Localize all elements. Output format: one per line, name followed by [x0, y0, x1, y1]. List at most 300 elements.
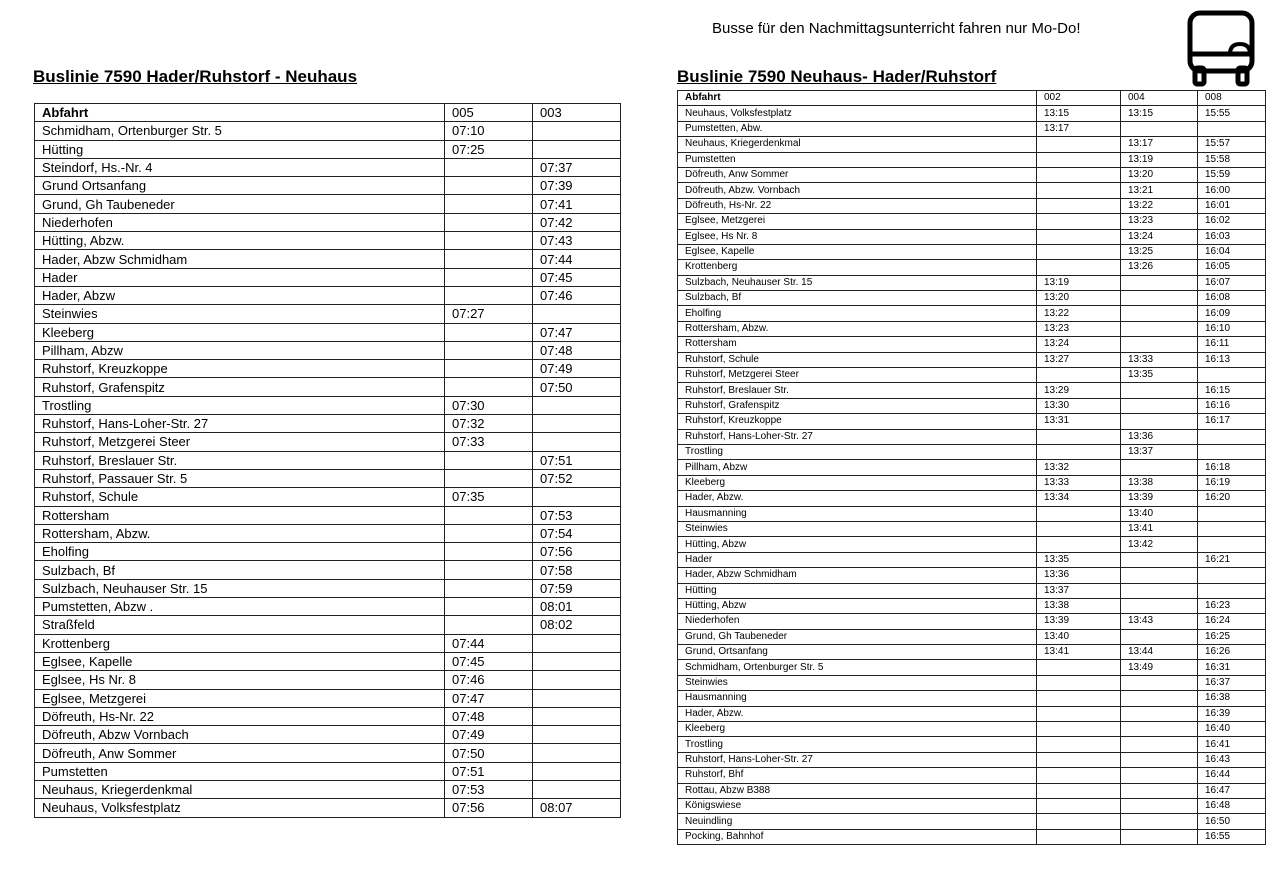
column-header-trip: 008 — [1198, 91, 1266, 106]
stop-name-cell: Rottau, Abzw B388 — [678, 783, 1037, 798]
departure-time-cell — [533, 780, 621, 798]
stop-name-cell: Neuhaus, Volksfestplatz — [35, 799, 445, 817]
departure-time-cell: 13:31 — [1037, 414, 1121, 429]
stop-name-cell: Pillham, Abzw — [678, 460, 1037, 475]
departure-time-cell — [1121, 675, 1198, 690]
column-header-trip: 005 — [445, 104, 533, 122]
departure-time-cell — [1121, 568, 1198, 583]
departure-time-cell — [445, 469, 533, 487]
stop-name-cell: Neuhaus, Kriegerdenkmal — [678, 137, 1037, 152]
departure-time-cell — [445, 286, 533, 304]
departure-time-cell — [1037, 429, 1121, 444]
table-row — [678, 291, 1266, 306]
departure-time-cell: 13:15 — [1121, 106, 1198, 121]
departure-time-cell — [445, 524, 533, 542]
departure-time-cell: 13:34 — [1037, 491, 1121, 506]
table-row — [678, 737, 1266, 752]
stop-name-cell: Eglsee, Metzgerei — [35, 689, 445, 707]
stop-name-cell: Sulzbach, Bf — [35, 561, 445, 579]
departure-time-cell — [533, 634, 621, 652]
departure-time-cell: 13:20 — [1037, 291, 1121, 306]
departure-time-cell — [1121, 583, 1198, 598]
table-row — [678, 629, 1266, 644]
departure-time-cell: 16:23 — [1198, 598, 1266, 613]
column-header-trip: 002 — [1037, 91, 1121, 106]
departure-time-cell: 13:43 — [1121, 614, 1198, 629]
departure-time-cell — [1121, 768, 1198, 783]
table-row — [678, 691, 1266, 706]
departure-time-cell: 08:07 — [533, 799, 621, 817]
stop-name-cell: Straßfeld — [35, 616, 445, 634]
departure-time-cell — [1121, 629, 1198, 644]
table-row — [35, 707, 621, 725]
stop-name-cell: Hader — [678, 552, 1037, 567]
stop-name-cell: Hader, Abzw. — [678, 491, 1037, 506]
table-row — [35, 744, 621, 762]
stop-name-cell: Schmidham, Ortenburger Str. 5 — [35, 122, 445, 140]
departure-time-cell: 07:44 — [533, 250, 621, 268]
departure-time-cell: 13:19 — [1037, 275, 1121, 290]
departure-time-cell: 07:56 — [533, 543, 621, 561]
departure-time-cell: 13:23 — [1121, 214, 1198, 229]
table-row — [35, 780, 621, 798]
table-row — [678, 383, 1266, 398]
table-row — [678, 244, 1266, 259]
table-row — [678, 814, 1266, 829]
table-row — [35, 378, 621, 396]
stop-name-cell: Steinwies — [678, 521, 1037, 536]
table-row — [35, 579, 621, 597]
departure-time-cell — [533, 726, 621, 744]
departure-time-cell: 13:39 — [1037, 614, 1121, 629]
column-header-trip: 003 — [533, 104, 621, 122]
departure-time-cell: 07:46 — [533, 286, 621, 304]
stop-name-cell: Trostling — [678, 444, 1037, 459]
departure-time-cell: 07:45 — [533, 268, 621, 286]
departure-time-cell: 07:47 — [445, 689, 533, 707]
departure-time-cell — [1121, 337, 1198, 352]
table-row — [678, 521, 1266, 536]
departure-time-cell: 13:24 — [1121, 229, 1198, 244]
departure-time-cell: 13:33 — [1121, 352, 1198, 367]
table-row — [35, 598, 621, 616]
stop-name-cell: Ruhstorf, Kreuzkoppe — [35, 360, 445, 378]
stop-name-cell: Pumstetten — [35, 762, 445, 780]
table-row — [678, 475, 1266, 490]
stop-name-cell: Krottenberg — [678, 260, 1037, 275]
table-row — [678, 783, 1266, 798]
table-row — [678, 675, 1266, 690]
departure-time-cell: 07:25 — [445, 140, 533, 158]
departure-time-cell: 13:37 — [1121, 444, 1198, 459]
stop-name-cell: Döfreuth, Abzw Vornbach — [35, 726, 445, 744]
table-row — [678, 198, 1266, 213]
departure-time-cell — [1198, 537, 1266, 552]
stop-name-cell: Steinwies — [35, 305, 445, 323]
departure-time-cell — [445, 543, 533, 561]
departure-time-cell: 13:35 — [1121, 368, 1198, 383]
departure-time-cell: 08:01 — [533, 598, 621, 616]
departure-time-cell: 13:17 — [1037, 121, 1121, 136]
departure-time-cell — [1037, 506, 1121, 521]
departure-time-cell — [1198, 583, 1266, 598]
departure-time-cell — [1121, 829, 1198, 844]
departure-time-cell — [1121, 552, 1198, 567]
departure-time-cell: 07:51 — [533, 451, 621, 469]
table-row — [35, 762, 621, 780]
departure-time-cell — [1037, 675, 1121, 690]
table-row — [678, 229, 1266, 244]
departure-time-cell: 13:35 — [1037, 552, 1121, 567]
departure-time-cell: 16:31 — [1198, 660, 1266, 675]
table-row — [35, 158, 621, 176]
departure-time-cell: 16:05 — [1198, 260, 1266, 275]
column-header-trip: 004 — [1121, 91, 1198, 106]
departure-time-cell: 07:49 — [445, 726, 533, 744]
departure-time-cell — [1037, 706, 1121, 721]
departure-time-cell: 16:18 — [1198, 460, 1266, 475]
table-header-row — [678, 91, 1266, 106]
stop-name-cell: Niederhofen — [678, 614, 1037, 629]
table-row — [678, 722, 1266, 737]
stop-name-cell: Döfreuth, Anw Sommer — [678, 167, 1037, 182]
departure-time-cell: 16:43 — [1198, 752, 1266, 767]
departure-time-cell — [1121, 706, 1198, 721]
departure-time-cell — [445, 323, 533, 341]
departure-time-cell: 13:29 — [1037, 383, 1121, 398]
departure-time-cell: 07:53 — [445, 780, 533, 798]
stop-name-cell: Ruhstorf, Breslauer Str. — [678, 383, 1037, 398]
departure-time-cell: 07:39 — [533, 177, 621, 195]
departure-time-cell: 13:24 — [1037, 337, 1121, 352]
departure-time-cell — [445, 561, 533, 579]
departure-time-cell: 16:39 — [1198, 706, 1266, 721]
departure-time-cell — [1121, 383, 1198, 398]
departure-time-cell: 13:38 — [1037, 598, 1121, 613]
departure-time-cell — [445, 341, 533, 359]
departure-time-cell — [1037, 183, 1121, 198]
stop-name-cell: Döfreuth, Hs-Nr. 22 — [678, 198, 1037, 213]
departure-time-cell: 13:26 — [1121, 260, 1198, 275]
stop-name-cell: Pocking, Bahnhof — [678, 829, 1037, 844]
departure-time-cell: 13:19 — [1121, 152, 1198, 167]
departure-time-cell: 16:09 — [1198, 306, 1266, 321]
timetable-neuhaus-hader — [677, 90, 1266, 845]
table-row — [678, 798, 1266, 813]
departure-time-cell: 13:41 — [1037, 645, 1121, 660]
table-row — [678, 768, 1266, 783]
table-row — [35, 671, 621, 689]
departure-time-cell: 16:20 — [1198, 491, 1266, 506]
departure-time-cell: 16:17 — [1198, 414, 1266, 429]
departure-time-cell: 13:22 — [1121, 198, 1198, 213]
stop-name-cell: Rottersham — [35, 506, 445, 524]
table-row — [678, 614, 1266, 629]
right-table-title: Buslinie 7590 Neuhaus- Hader/Ruhstorf — [677, 67, 997, 86]
departure-time-cell: 07:35 — [445, 488, 533, 506]
departure-time-cell: 15:59 — [1198, 167, 1266, 182]
departure-time-cell — [1198, 444, 1266, 459]
stop-name-cell: Eglsee, Kapelle — [35, 652, 445, 670]
departure-time-cell: 13:36 — [1121, 429, 1198, 444]
departure-time-cell — [533, 433, 621, 451]
departure-time-cell: 16:01 — [1198, 198, 1266, 213]
stop-name-cell: Ruhstorf, Schule — [678, 352, 1037, 367]
stop-name-cell: Kleeberg — [678, 475, 1037, 490]
table-row — [678, 106, 1266, 121]
stop-name-cell: Trostling — [35, 396, 445, 414]
departure-time-cell — [1037, 260, 1121, 275]
departure-time-cell — [1121, 398, 1198, 413]
table-row — [678, 275, 1266, 290]
stop-name-cell: Kleeberg — [678, 722, 1037, 737]
departure-time-cell — [1121, 798, 1198, 813]
table-row — [35, 305, 621, 323]
stop-name-cell: Ruhstorf, Metzgerei Steer — [678, 368, 1037, 383]
departure-time-cell: 16:55 — [1198, 829, 1266, 844]
stop-name-cell: Ruhstorf, Metzgerei Steer — [35, 433, 445, 451]
stop-name-cell: Pumstetten — [678, 152, 1037, 167]
stop-name-cell: Döfreuth, Hs-Nr. 22 — [35, 707, 445, 725]
departure-time-cell — [1037, 660, 1121, 675]
departure-time-cell: 13:25 — [1121, 244, 1198, 259]
stop-name-cell: Schmidham, Ortenburger Str. 5 — [678, 660, 1037, 675]
departure-time-cell: 07:58 — [533, 561, 621, 579]
table-row — [678, 260, 1266, 275]
departure-time-cell: 13:27 — [1037, 352, 1121, 367]
departure-time-cell — [1037, 229, 1121, 244]
table-row — [35, 524, 621, 542]
departure-time-cell: 16:11 — [1198, 337, 1266, 352]
departure-time-cell — [533, 488, 621, 506]
departure-time-cell: 07:48 — [445, 707, 533, 725]
table-row — [35, 726, 621, 744]
departure-time-cell — [533, 396, 621, 414]
stop-name-cell: Grund, Gh Taubeneder — [35, 195, 445, 213]
left-table-title: Buslinie 7590 Hader/Ruhstorf - Neuhaus — [33, 67, 358, 86]
stop-name-cell: Ruhstorf, Grafenspitz — [35, 378, 445, 396]
departure-time-cell — [1037, 368, 1121, 383]
departure-time-cell: 16:07 — [1198, 275, 1266, 290]
table-row — [678, 321, 1266, 336]
departure-time-cell: 16:08 — [1198, 291, 1266, 306]
table-row — [35, 488, 621, 506]
stop-name-cell: Ruhstorf, Breslauer Str. — [35, 451, 445, 469]
departure-time-cell: 13:23 — [1037, 321, 1121, 336]
departure-time-cell: 07:47 — [533, 323, 621, 341]
stop-name-cell: Ruhstorf, Hans-Loher-Str. 27 — [35, 415, 445, 433]
table-row — [35, 195, 621, 213]
table-row — [678, 660, 1266, 675]
departure-time-cell: 16:03 — [1198, 229, 1266, 244]
table-row — [35, 232, 621, 250]
departure-time-cell: 16:26 — [1198, 645, 1266, 660]
departure-time-cell — [1198, 506, 1266, 521]
departure-time-cell: 07:49 — [533, 360, 621, 378]
departure-time-cell: 07:37 — [533, 158, 621, 176]
table-row — [678, 167, 1266, 182]
departure-time-cell: 07:52 — [533, 469, 621, 487]
table-row — [678, 752, 1266, 767]
table-row — [678, 121, 1266, 136]
stop-name-cell: Eholfing — [678, 306, 1037, 321]
table-row — [35, 140, 621, 158]
departure-time-cell: 15:55 — [1198, 106, 1266, 121]
departure-time-cell — [1037, 198, 1121, 213]
departure-time-cell — [533, 762, 621, 780]
departure-time-cell — [445, 158, 533, 176]
departure-time-cell — [1198, 368, 1266, 383]
stop-name-cell: Ruhstorf, Hans-Loher-Str. 27 — [678, 429, 1037, 444]
departure-time-cell: 07:43 — [533, 232, 621, 250]
departure-time-cell: 16:37 — [1198, 675, 1266, 690]
departure-time-cell — [533, 140, 621, 158]
table-row — [678, 398, 1266, 413]
table-row — [35, 652, 621, 670]
table-row — [678, 306, 1266, 321]
departure-time-cell — [1037, 521, 1121, 536]
departure-time-cell — [445, 177, 533, 195]
departure-time-cell — [1121, 814, 1198, 829]
column-header-stop: Abfahrt — [678, 91, 1037, 106]
stop-name-cell: Rottersham, Abzw. — [35, 524, 445, 542]
stop-name-cell: Hausmanning — [678, 691, 1037, 706]
departure-time-cell — [445, 213, 533, 231]
departure-time-cell — [1037, 214, 1121, 229]
departure-time-cell: 13:40 — [1037, 629, 1121, 644]
departure-time-cell: 16:44 — [1198, 768, 1266, 783]
table-row — [678, 568, 1266, 583]
departure-time-cell — [1037, 829, 1121, 844]
departure-time-cell — [445, 616, 533, 634]
departure-time-cell — [533, 305, 621, 323]
table-row — [35, 250, 621, 268]
departure-time-cell — [1198, 121, 1266, 136]
departure-time-cell: 13:17 — [1121, 137, 1198, 152]
departure-time-cell — [1037, 152, 1121, 167]
table-row — [35, 360, 621, 378]
stop-name-cell: Trostling — [678, 737, 1037, 752]
departure-time-cell: 16:15 — [1198, 383, 1266, 398]
departure-time-cell: 08:02 — [533, 616, 621, 634]
table-row — [35, 268, 621, 286]
stop-name-cell: Ruhstorf, Schule — [35, 488, 445, 506]
stop-name-cell: Neuindling — [678, 814, 1037, 829]
table-row — [678, 598, 1266, 613]
departure-time-cell: 07:45 — [445, 652, 533, 670]
stop-name-cell: Ruhstorf, Kreuzkoppe — [678, 414, 1037, 429]
notice-text: Busse für den Nachmittagsunterricht fahren nur Mo-Do! — [712, 20, 1081, 37]
table-row — [35, 433, 621, 451]
table-row — [35, 177, 621, 195]
departure-time-cell: 13:30 — [1037, 398, 1121, 413]
table-row — [35, 506, 621, 524]
stop-name-cell: Hütting, Abzw — [678, 537, 1037, 552]
stop-name-cell: Eglsee, Metzgerei — [678, 214, 1037, 229]
stop-name-cell: Hader, Abzw Schmidham — [678, 568, 1037, 583]
departure-time-cell — [1037, 244, 1121, 259]
departure-time-cell — [1121, 275, 1198, 290]
stop-name-cell: Sulzbach, Neuhauser Str. 15 — [678, 275, 1037, 290]
departure-time-cell — [1037, 814, 1121, 829]
stop-name-cell: Eglsee, Hs Nr. 8 — [35, 671, 445, 689]
departure-time-cell — [445, 506, 533, 524]
table-row — [35, 561, 621, 579]
table-row — [678, 829, 1266, 844]
stop-name-cell: Steinwies — [678, 675, 1037, 690]
departure-time-cell: 13:22 — [1037, 306, 1121, 321]
table-row — [35, 396, 621, 414]
departure-time-cell: 16:40 — [1198, 722, 1266, 737]
column-header-stop: Abfahrt — [35, 104, 445, 122]
departure-time-cell: 16:16 — [1198, 398, 1266, 413]
departure-time-cell: 13:37 — [1037, 583, 1121, 598]
departure-time-cell: 07:33 — [445, 433, 533, 451]
departure-time-cell: 16:19 — [1198, 475, 1266, 490]
stop-name-cell: Ruhstorf, Bhf — [678, 768, 1037, 783]
table-row — [35, 213, 621, 231]
departure-time-cell — [1037, 737, 1121, 752]
departure-time-cell: 13:15 — [1037, 106, 1121, 121]
table-row — [35, 451, 621, 469]
table-row — [678, 645, 1266, 660]
stop-name-cell: Grund Ortsanfang — [35, 177, 445, 195]
departure-time-cell — [445, 378, 533, 396]
departure-time-cell — [1121, 722, 1198, 737]
table-row — [678, 460, 1266, 475]
departure-time-cell: 16:24 — [1198, 614, 1266, 629]
table-row — [678, 137, 1266, 152]
table-row — [678, 552, 1266, 567]
stop-name-cell: Ruhstorf, Hans-Loher-Str. 27 — [678, 752, 1037, 767]
departure-time-cell: 13:20 — [1121, 167, 1198, 182]
departure-time-cell — [1037, 722, 1121, 737]
departure-time-cell: 16:00 — [1198, 183, 1266, 198]
table-row — [678, 506, 1266, 521]
departure-time-cell — [1198, 568, 1266, 583]
departure-time-cell: 16:48 — [1198, 798, 1266, 813]
departure-time-cell — [1121, 752, 1198, 767]
table-row — [35, 689, 621, 707]
departure-time-cell: 16:41 — [1198, 737, 1266, 752]
stop-name-cell: Hütting — [678, 583, 1037, 598]
departure-time-cell: 07:41 — [533, 195, 621, 213]
departure-time-cell — [533, 671, 621, 689]
table-row — [35, 543, 621, 561]
departure-time-cell: 07:30 — [445, 396, 533, 414]
departure-time-cell — [1121, 321, 1198, 336]
table-row — [678, 337, 1266, 352]
departure-time-cell — [445, 195, 533, 213]
stop-name-cell: Grund, Ortsanfang — [678, 645, 1037, 660]
departure-time-cell: 07:32 — [445, 415, 533, 433]
stop-name-cell: Rottersham — [678, 337, 1037, 352]
departure-time-cell: 16:21 — [1198, 552, 1266, 567]
stop-name-cell: Eholfing — [35, 543, 445, 561]
departure-time-cell: 07:46 — [445, 671, 533, 689]
departure-time-cell: 13:33 — [1037, 475, 1121, 490]
stop-name-cell: Hütting, Abzw — [678, 598, 1037, 613]
stop-name-cell: Niederhofen — [35, 213, 445, 231]
departure-time-cell: 16:25 — [1198, 629, 1266, 644]
departure-time-cell: 13:36 — [1037, 568, 1121, 583]
stop-name-cell: Sulzbach, Bf — [678, 291, 1037, 306]
table-row — [35, 323, 621, 341]
departure-time-cell: 07:48 — [533, 341, 621, 359]
departure-time-cell — [533, 689, 621, 707]
departure-time-cell — [1037, 167, 1121, 182]
departure-time-cell — [445, 360, 533, 378]
